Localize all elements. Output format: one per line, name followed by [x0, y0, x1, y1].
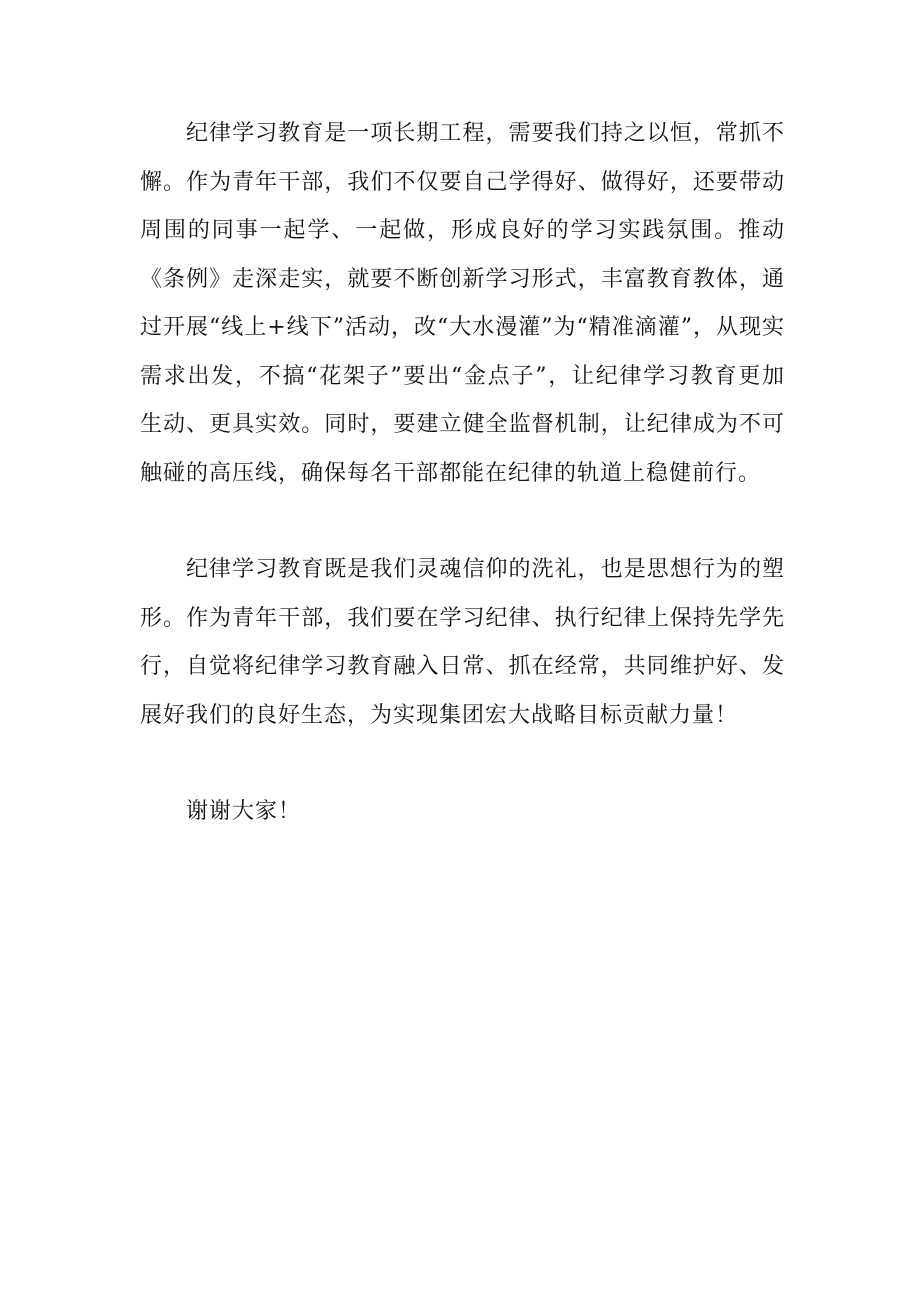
paragraph-thanks: 谢谢大家！ [186, 799, 302, 824]
paragraph-discipline-long-term: 纪律学习教育是一项长期工程，需要我们持之以恒，常抓不懈。作为青年干部，我们不仅要自己学得好、做得好，还要带动周围的同事一起学、一起做，形成良好的学习实践氛围。推动《条例》走深走实，就要不断创新学习形式，丰富教育教体，通过开展“线上+线下”活动，改“大水漫灌”为“精准滴灌”，从现实需求出发，不搞“花架子”要出“金点子”，让纪律学习教育更加生动、更具实效。同时，要建立健全监督机制，让纪律成为不可触碰的高压线，确保每名干部都能在纪律的轨道上稳健前行。 [140, 121, 785, 486]
document-body [140, 110, 785, 837]
paragraph-discipline-baptism: 纪律学习教育既是我们灵魂信仰的洗礼，也是思想行为的塑形。作为青年干部，我们要在学习纪律、执行纪律上保持先学先行，自觉将纪律学习教育融入日常、抓在经常，共同维护好、发展好我们的良好生态，为实现集团宏大战略目标贡献力量！ [140, 557, 785, 728]
